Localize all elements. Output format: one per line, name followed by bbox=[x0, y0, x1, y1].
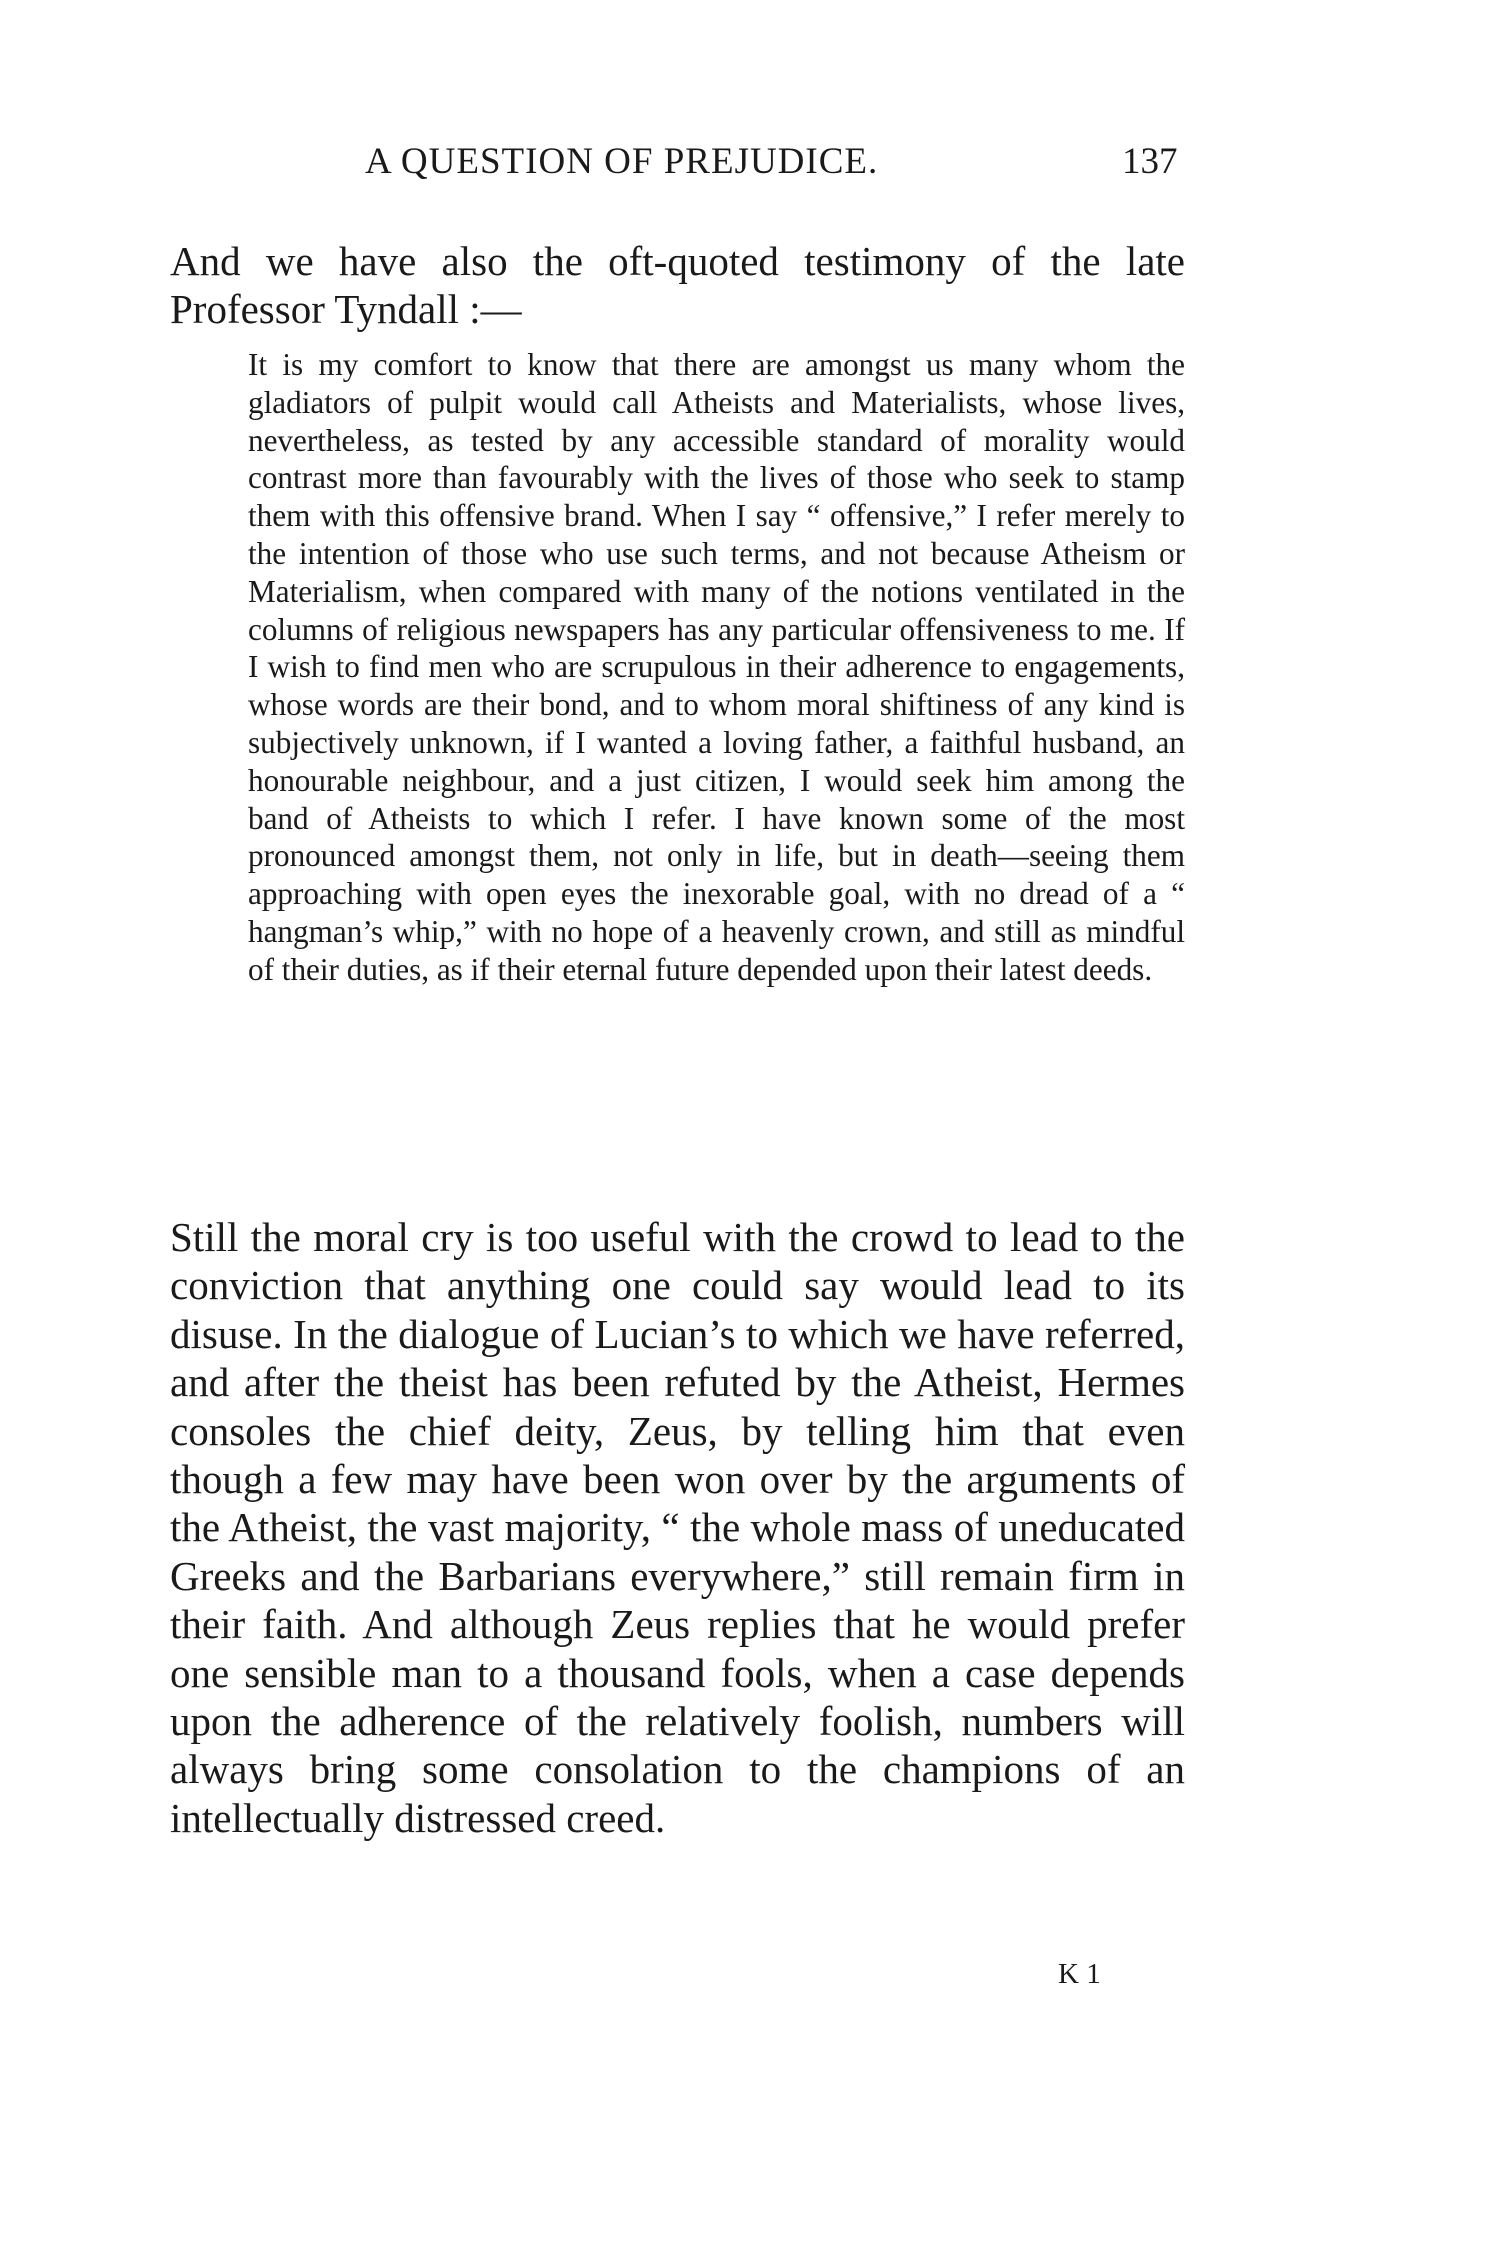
running-head-title: A QUESTION OF PREJUDICE. bbox=[365, 141, 879, 182]
intro-paragraph: And we have also the oft-quoted testimony of the late Professor Tyndall :— bbox=[170, 238, 1185, 332]
signature-mark: K 1 bbox=[1058, 1958, 1101, 1990]
block-quote: It is my comfort to know that there are amongst us many whom the gladiators of pulpit would call Atheists and Materialists, whose lives, nevertheless, as tested by any accessible standard of morality would contrast more than favourably with the lives of those who seek to stamp them with this offensive brand. When I say “ offensive,” I refer merely to the intention of those who use such terms, and not because Atheism or Materialism, when compared with many of the notions ventilated in the columns of religious newspapers has any particular offensiveness to me. If I wish to find men who are scrupulous in their adherence to engagements, whose words are their bond, and to whom moral shiftiness of any kind is subjectively unknown, if I wanted a loving father, a faithful husband, an honourable neighbour, and a just citizen, I would seek him among the band of Atheists to which I refer. I have known some of the most pronounced amongst them, not only in life, but in death—seeing them approaching with open eyes the inexorable goal, with no dread of a “ hangman’s whip,” with no hope of a heavenly crown, and still as mindful of their duties, as if their eternal future depended upon their latest deeds. bbox=[248, 347, 1185, 987]
continuation-paragraph: Still the moral cry is too useful with the crowd to lead to the conviction that anything one could say would lead to its disuse. In the dialogue of Lucian’s to which we have referred, and after the theist has been refuted by the Atheist, Hermes consoles the chief deity, Zeus, by telling him that even though a few may have been won over by the arguments of the Atheist, the vast majority, “ the whole mass of uneducated Greeks and the Barbarians everywhere,” still remain firm in their faith. And although Zeus replies that he would prefer one sensible man to a thousand fools, when a case depends upon the adherence of the relatively foolish, numbers will always bring some consolation to the champions of an intellectually distressed creed. bbox=[170, 1214, 1185, 1841]
page-number: 137 bbox=[1122, 141, 1178, 182]
